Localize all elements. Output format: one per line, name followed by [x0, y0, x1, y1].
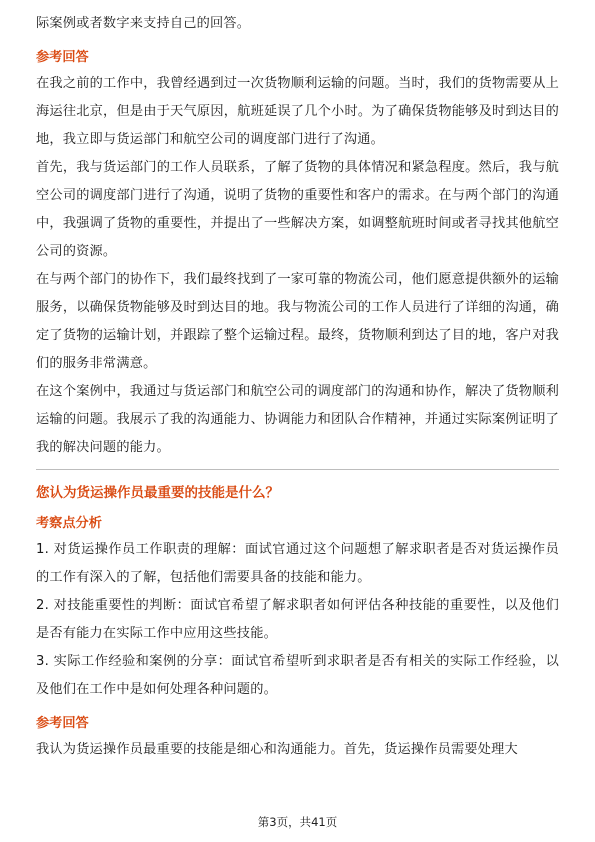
- page-footer: 第3页，共41页: [257, 815, 338, 829]
- analysis-item: 1. 对货运操作员工作职责的理解：面试官通过这个问题想了解求职者是否对货运操作员的工作有深入的了解，包括他们需要具备的技能和能力。: [36, 542, 559, 585]
- reference-answer-label: 参考回答: [36, 716, 89, 731]
- question-heading: 您认为货运操作员最重要的技能是什么？: [36, 485, 279, 501]
- intro-tail-text: 际案例或者数字来支持自己的回答。: [36, 16, 251, 31]
- analysis-item: 3. 实际工作经验和案例的分享：面试官希望听到求职者是否有相关的实际工作经验，以及他们在工作中是如何处理各种问题的。: [36, 654, 559, 697]
- section-divider: [36, 469, 559, 470]
- reference-answer-label: 参考回答: [36, 50, 89, 65]
- answer-paragraph: 在我之前的工作中，我曾经遇到过一次货物顺利运输的问题。当时，我们的货物需要从上海运往北京，但是由于天气原因，航班延误了几个小时。为了确保货物能够及时到达目的地，我立即与货运部门和航空公司的调度部门进行了沟通。: [36, 76, 559, 147]
- analysis-label: 考察点分析: [36, 516, 102, 531]
- document-page: [36, 10, 559, 764]
- answer-paragraph: 首先，我与货运部门的工作人员联系，了解了货物的具体情况和紧急程度。然后，我与航空公司的调度部门进行了沟通，说明了货物的重要性和客户的需求。在与两个部门的沟通中，我强调了货物的重要性，并提出了一些解决方案，如调整航班时间或者寻找其他航空公司的资源。: [36, 160, 559, 259]
- analysis-item: 2. 对技能重要性的判断：面试官希望了解求职者如何评估各种技能的重要性，以及他们是否有能力在实际工作中应用这些技能。: [36, 598, 559, 641]
- answer-paragraph: 在这个案例中，我通过与货运部门和航空公司的调度部门的沟通和协作，解决了货物顺利运输的问题。我展示了我的沟通能力、协调能力和团队合作精神，并通过实际案例证明了我的解决问题的能力。: [36, 384, 559, 455]
- answer-paragraph: 我认为货运操作员最重要的技能是细心和沟通能力。首先，货运操作员需要处理大: [36, 742, 518, 757]
- answer-paragraph: 在与两个部门的协作下，我们最终找到了一家可靠的物流公司，他们愿意提供额外的运输服务，以确保货物能够及时到达目的地。我与物流公司的工作人员进行了详细的沟通，确定了货物的运输计划，并跟踪了整个运输过程。最终，货物顺利到达了目的地，客户对我们的服务非常满意。: [36, 272, 559, 371]
